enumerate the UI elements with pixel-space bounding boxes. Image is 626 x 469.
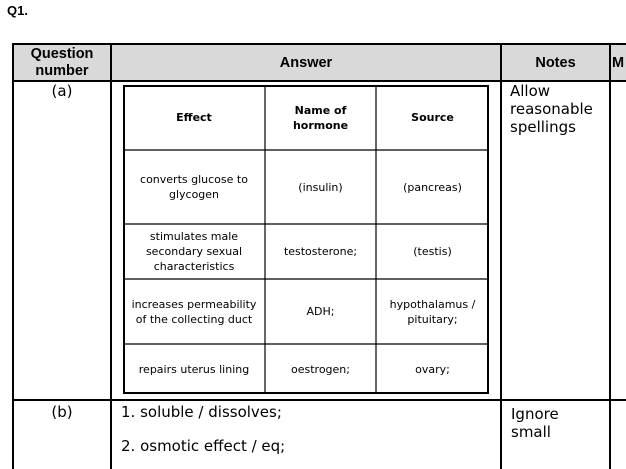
table-cell-source: hypothalamus / pituitary; [389,297,476,326]
col-header-effect: Effect [176,111,212,124]
table-cell-effect: stimulates male secondary sexual characteristics [145,230,243,273]
table-cell-effect: converts glucose to glycogen [140,173,248,201]
table-cell-source: (pancreas) [403,180,462,194]
row-divider [12,399,626,401]
header-marks-partial: M [612,55,625,71]
table-cell-hormone: (insulin) [298,180,343,194]
col-header-source: Source [411,111,454,124]
table-cell-effect: repairs uterus lining [138,362,250,376]
header-question-number: Question number [30,46,94,79]
part-b-notes: Ignore small [511,405,559,441]
table-cell-source: ovary; [415,362,450,376]
column-divider-2 [500,43,502,469]
column-divider-3 [609,43,611,469]
table-cell-source: (testis) [413,245,452,258]
hormone-table [123,85,489,394]
table-top-border [12,43,626,45]
table-cell-hormone: oestrogen; [291,362,350,376]
table-cell-effect: increases permeability of the collecting duct [131,297,257,326]
part-b-label: (b) [51,403,73,421]
question-label: Q1. [7,3,28,18]
header-answer: Answer [279,55,333,71]
part-a-notes: Allow reasonable spellings [510,82,593,136]
header-notes: Notes [535,55,576,71]
part-a-label: (a) [51,82,73,100]
table-cell-hormone: testosterone; [283,245,358,258]
part-b-answer-1: 1. soluble / dissolves; [121,403,282,421]
table-cell-hormone: ADH; [306,305,335,318]
col-header-hormone: Name of hormone [292,103,349,132]
part-b-answer-2: 2. osmotic effect / eq; [121,437,286,455]
column-divider-1 [110,43,112,469]
